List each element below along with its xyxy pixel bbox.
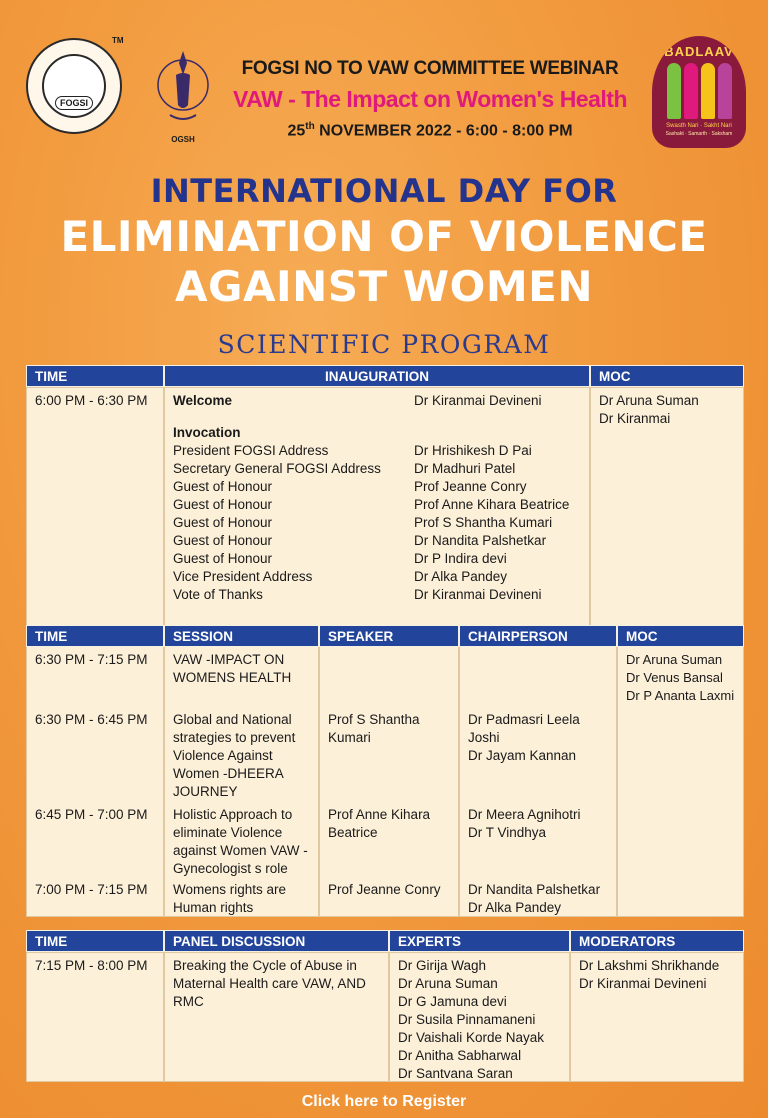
session-title: Holistic Approach to eliminate Violence against Women VAW - Gynecologist s role bbox=[164, 802, 319, 877]
ogsh-logo bbox=[156, 36, 210, 144]
inauguration-item: President FOGSI Address Dr Hrishikesh D Pai bbox=[173, 443, 532, 458]
header-moc: MOC bbox=[617, 625, 744, 647]
inauguration-moc: Dr Aruna Suman Dr Kiranmai bbox=[590, 387, 744, 639]
badlaav-tagline: Swasth Nari · Sakht Nari bbox=[666, 123, 732, 129]
badlaav-logo bbox=[652, 36, 746, 148]
header-inauguration: INAUGURATION bbox=[164, 365, 590, 387]
session-speaker bbox=[319, 647, 459, 707]
header-time: TIME bbox=[26, 930, 164, 952]
inauguration-schedule bbox=[164, 387, 590, 639]
panel-time: 7:15 PM - 8:00 PM bbox=[26, 952, 164, 1082]
register-link[interactable]: Click here to Register bbox=[301, 1093, 467, 1110]
session-chairperson: Dr Padmasri Leela Joshi Dr Jayam Kannan bbox=[459, 707, 617, 802]
fogsi-logo-emblem bbox=[42, 54, 106, 118]
header-moc: MOC bbox=[590, 365, 744, 387]
sessions-table bbox=[26, 625, 744, 917]
badlaav-figures-icon bbox=[667, 63, 732, 119]
webinar-subtitle: VAW - The Impact on Women's Health bbox=[233, 86, 627, 112]
panel-experts: Dr Girija Wagh Dr Aruna Suman Dr G Jamuna devi Dr Susila Pinnamaneni Dr Vaishali Korde Nayak Dr Anitha Sabharwal Dr Santvana Saran bbox=[389, 952, 570, 1082]
session-title: Womens rights are Human rights bbox=[164, 877, 319, 917]
invocation-label: Invocation bbox=[173, 425, 241, 440]
header-panel-discussion: PANEL DISCUSSION bbox=[164, 930, 389, 952]
session-chairperson bbox=[459, 647, 617, 707]
hero-line-3: AGAINST WOMEN bbox=[175, 262, 593, 311]
inauguration-item: Guest of Honour Prof Anne Kihara Beatrice bbox=[173, 497, 570, 512]
webinar-title: FOGSI NO TO VAW COMMITTEE WEBINAR bbox=[241, 58, 619, 79]
inauguration-item: Secretary General FOGSI Address Dr Madhuri Patel bbox=[173, 461, 516, 476]
ogsh-logo-text: OGSH bbox=[171, 135, 195, 144]
welcome-label: Welcome bbox=[173, 393, 233, 408]
fogsi-logo bbox=[26, 38, 122, 134]
session-speaker: Prof Jeanne Conry bbox=[319, 877, 459, 917]
hero-line-1: INTERNATIONAL DAY FOR bbox=[150, 172, 618, 210]
badlaav-logo-text: BADLAAV bbox=[664, 44, 734, 59]
header-experts: EXPERTS bbox=[389, 930, 570, 952]
badlaav-tagline-2: Sashakt · Samarth · Saksham bbox=[665, 131, 733, 137]
inauguration-time: 6:00 PM - 6:30 PM bbox=[26, 387, 164, 639]
inauguration-item: Guest of Honour Prof S Shantha Kumari bbox=[173, 515, 553, 530]
header-moderators: MODERATORS bbox=[570, 930, 744, 952]
session-speaker: Prof S Shantha Kumari bbox=[319, 707, 459, 802]
header-session: SESSION bbox=[164, 625, 319, 647]
fogsi-logo-text: FOGSI bbox=[55, 96, 93, 110]
session-title-column bbox=[164, 647, 319, 917]
inauguration-item: Guest of Honour Dr Nandita Palshetkar bbox=[173, 533, 547, 548]
header-time: TIME bbox=[26, 625, 164, 647]
session-title: VAW -IMPACT ON WOMENS HEALTH bbox=[164, 647, 319, 707]
panel-moderators: Dr Lakshmi Shrikhande Dr Kiranmai Devineni bbox=[570, 952, 744, 1082]
session-time: 6:30 PM - 7:15 PM bbox=[26, 647, 164, 707]
panel-table bbox=[26, 930, 744, 1082]
ogsh-emblem-icon bbox=[156, 45, 210, 133]
header-chairperson: CHAIRPERSON bbox=[459, 625, 617, 647]
header-time: TIME bbox=[26, 365, 164, 387]
welcome-person: Dr Kiranmai Devineni bbox=[414, 393, 542, 408]
header-speaker: SPEAKER bbox=[319, 625, 459, 647]
session-moc: Dr Aruna Suman Dr Venus Bansal Dr P Ananta Laxmi bbox=[617, 647, 744, 917]
inauguration-item: Guest of Honour Dr P Indira devi bbox=[173, 551, 507, 566]
session-chairperson: Dr Nandita Palshetkar Dr Alka Pandey bbox=[459, 877, 617, 917]
session-speaker: Prof Anne Kihara Beatrice bbox=[319, 802, 459, 877]
scientific-program-title: SCIENTIFIC PROGRAM bbox=[217, 330, 551, 359]
session-time-column bbox=[26, 647, 164, 917]
session-chairperson: Dr Meera Agnihotri Dr T Vindhya bbox=[459, 802, 617, 877]
panel-topic: Breaking the Cycle of Abuse in Maternal Health care VAW, AND RMC bbox=[164, 952, 389, 1082]
hero-line-2: ELIMINATION OF VIOLENCE bbox=[60, 212, 708, 261]
webinar-date: 25th NOVEMBER 2022 - 6:00 - 8:00 PM bbox=[287, 121, 573, 140]
moc-column bbox=[617, 647, 744, 917]
welcome-row bbox=[173, 392, 581, 410]
speaker-column bbox=[319, 647, 459, 917]
inauguration-item: Vice President Address Dr Alka Pandey bbox=[173, 569, 508, 584]
inauguration-table bbox=[26, 365, 744, 639]
inauguration-item: Vote of Thanks Dr Kiranmai Devineni bbox=[173, 587, 542, 602]
chairperson-column bbox=[459, 647, 617, 917]
inauguration-item: Guest of Honour Prof Jeanne Conry bbox=[173, 479, 527, 494]
session-time: 6:30 PM - 6:45 PM bbox=[26, 707, 164, 802]
session-title: Global and National strategies to prevent Violence Against Women -DHEERA JOURNEY bbox=[164, 707, 319, 802]
trademark-mark: TM bbox=[112, 36, 124, 45]
session-time: 6:45 PM - 7:00 PM bbox=[26, 802, 164, 877]
session-time: 7:00 PM - 7:15 PM bbox=[26, 877, 164, 917]
